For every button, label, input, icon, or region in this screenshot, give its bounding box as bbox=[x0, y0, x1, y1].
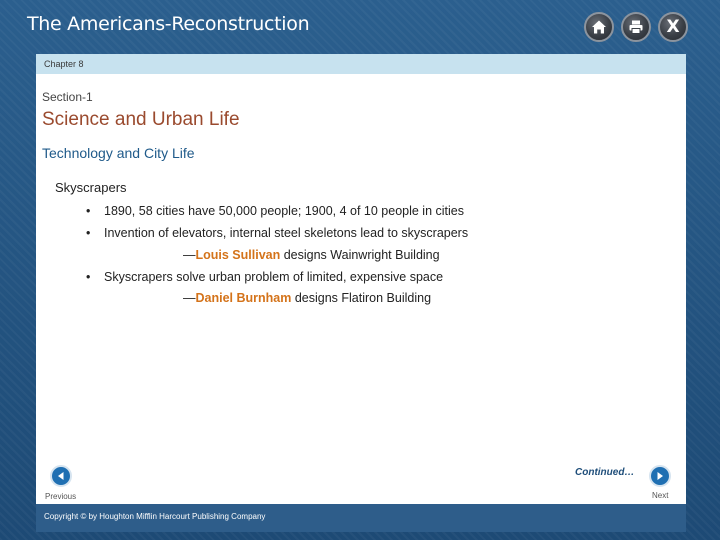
close-button[interactable] bbox=[658, 12, 688, 42]
arrow-right-icon bbox=[655, 471, 665, 481]
previous-label[interactable]: Previous bbox=[45, 492, 77, 501]
page-title: The Americans-Reconstruction bbox=[27, 13, 310, 35]
list-item bbox=[86, 270, 443, 284]
list-item-text: 1890, 58 cities have 50,000 people; 1900, 4 of 10 people in cities bbox=[104, 204, 464, 218]
previous-button[interactable] bbox=[50, 465, 72, 487]
slide-content bbox=[36, 54, 686, 532]
highlight-name: Daniel Burnham bbox=[195, 291, 292, 305]
bullet-icon: • bbox=[86, 226, 91, 240]
sub-item bbox=[183, 291, 431, 305]
chapter-label: Chapter 8 bbox=[44, 59, 84, 69]
home-icon bbox=[591, 19, 607, 35]
printer-icon bbox=[628, 19, 644, 35]
highlight-name: Louis Sullivan bbox=[195, 248, 281, 262]
sub-item bbox=[183, 248, 440, 262]
continued-label: Continued… bbox=[575, 467, 635, 478]
dash-glyph: — bbox=[183, 248, 196, 262]
list-item-text: Invention of elevators, internal steel skeletons lead to skyscrapers bbox=[104, 226, 469, 240]
lesson-title: Science and Urban Life bbox=[42, 109, 240, 130]
list-item-text: Skyscrapers solve urban problem of limited, expensive space bbox=[104, 270, 444, 284]
section-label: Section-1 bbox=[42, 90, 93, 104]
next-button[interactable] bbox=[649, 465, 671, 487]
print-button[interactable] bbox=[621, 12, 651, 42]
bullet-icon: • bbox=[86, 204, 91, 218]
arrow-left-icon bbox=[56, 471, 66, 481]
next-label[interactable]: Next bbox=[652, 491, 669, 500]
topic-heading: Skyscrapers bbox=[55, 180, 127, 195]
list-item bbox=[86, 204, 464, 218]
chapter-bar bbox=[36, 54, 686, 74]
sub-item-text: designs Wainwright Building bbox=[280, 248, 440, 262]
list-item bbox=[86, 226, 468, 240]
home-button[interactable] bbox=[584, 12, 614, 42]
footer-bar bbox=[36, 504, 686, 532]
dash-glyph: — bbox=[183, 291, 196, 305]
copyright-text: Copyright © by Houghton Mifflin Harcourt Publishing Company bbox=[44, 512, 266, 521]
close-icon: X bbox=[666, 16, 680, 37]
subheading: Technology and City Life bbox=[42, 145, 195, 161]
bullet-icon: • bbox=[86, 270, 91, 284]
toolbar bbox=[584, 12, 688, 42]
sub-item-text: designs Flatiron Building bbox=[291, 291, 432, 305]
